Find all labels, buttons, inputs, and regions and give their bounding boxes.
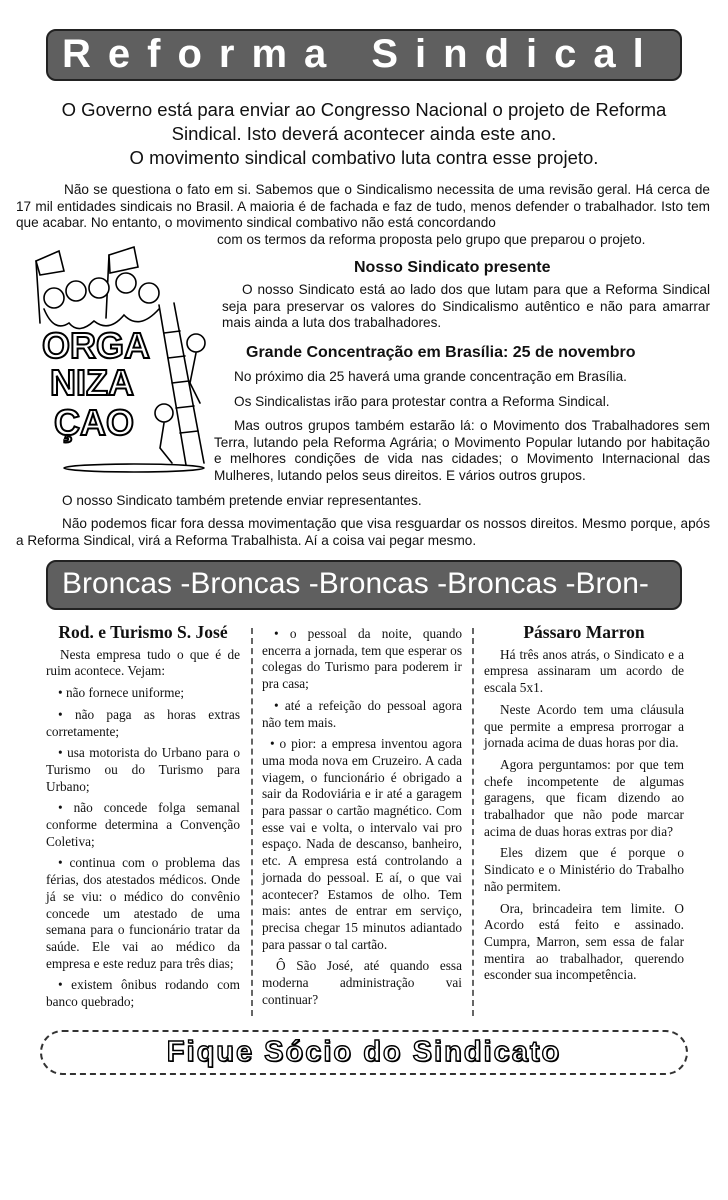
article-paragraph-6: O nosso Sindicato também pretende enviar representantes. xyxy=(62,493,422,508)
col2-paragraph: Ô São José, até quando essa moderna administração vai continuar? xyxy=(262,958,462,1007)
column-divider xyxy=(251,628,253,1016)
intro-line-3: O movimento sindical combativo luta contra esse projeto. xyxy=(129,147,599,168)
article-paragraph-2: O nosso Sindicato está ao lado dos que lutam para que a Reforma Sindical seja para preservar os valores do Sindicalismo autêntico e não para amarrar mais ainda a luta dos trabalhadores. xyxy=(222,282,710,331)
col3-paragraph: Eles dizem que é porque o Sindicato e o Ministério do Trabalho não permitem. xyxy=(484,845,684,894)
col1-bullet: • usa motorista do Urbano para o Turismo ou do Turismo para Urbano; xyxy=(46,745,240,794)
col3-paragraph: Há três anos atrás, o Sindicato e a empresa assinaram um acordo de escala 5x1. xyxy=(484,646,684,696)
column-rod-turismo xyxy=(46,622,240,1016)
col1-bullet: • não paga as horas extras corretamente; xyxy=(46,706,240,739)
organizacao-cartoon xyxy=(14,243,214,473)
article-paragraph-1-end: com os termos da reforma proposta pelo grupo que preparou o projeto. xyxy=(217,232,646,247)
svg-text:ÇAO: ÇAO xyxy=(54,402,134,443)
col1-bullet: • não concede folga semanal conforme determina a Convenção Coletiva; xyxy=(46,800,240,849)
svg-text:NIZA: NIZA xyxy=(50,362,134,403)
intro-line-2: Sindical. Isto deverá acontecer ainda este ano. xyxy=(171,123,557,144)
article-paragraph-7: Não podemos ficar fora dessa movimentação que visa resguardar os nossos direitos. Mesmo porque, após a Reforma Sindical, virá a Reforma Trabalhista. Aí a coisa vai pegar mesmo. xyxy=(16,516,710,548)
col1-bullet: • não fornece uniforme; xyxy=(58,685,185,701)
heading-concentracao-brasilia: Grande Concentração em Brasília: 25 de novembro xyxy=(246,344,636,361)
col3-paragraph: Ora, brincadeira tem limite. O Acordo está feito e assinado. Cumpra, Marron, sem essa de falar mentira ao trabalhador, querendo esconder sua incompetência. xyxy=(484,900,684,983)
column-title-rod-turismo: Rod. e Turismo S. José xyxy=(58,622,228,642)
col2-bullet: • o pessoal da noite, quando encerra a jornada, tem que esperar os colegas do Turismo para poderem ir pra casa; xyxy=(262,626,462,692)
column-divider xyxy=(472,628,474,1016)
svg-text:ORGA: ORGA xyxy=(42,325,150,366)
page-title-banner: Reforma Sindical xyxy=(46,29,682,81)
broncas-banner: Broncas -Broncas -Broncas -Broncas -Bron- xyxy=(46,560,682,610)
col1-bullet: • existem ônibus rodando com banco quebrado; xyxy=(46,977,240,1010)
article-paragraph-5: Mas outros grupos também estarão lá: o Movimento dos Trabalhadores sem Terra, lutando pela Reforma Agrária; o Movimento Popular lutando por habitação e melhores condições de vida nas cidades; o Movimento Internacional das Mulheres, lutando pelos seus direitos. E vários outros grupos. xyxy=(214,418,710,483)
col2-bullet: • o pior: a empresa inventou agora uma moda nova em Cruzeiro. A cada viagem, o funcionário é obrigado a sair da Rodoviária e ir até a garagem para passar o cartão magnético. Com esse vai e volta, o intervalo vai pro espaço. Nada de descanso, banheiro, etc. A empresa está controlando a jornada do pessoal. E aí, o que vai acontecer? Estamos de olho. Tem mais: antes de entrar em serviço, precisa chegar 15 minutos adiantado para passar o tal cartão. xyxy=(262,736,462,952)
article-paragraph-3: No próximo dia 25 haverá uma grande concentração em Brasília. xyxy=(234,369,627,384)
col2-bullet: • até a refeição do pessoal agora não tem mais. xyxy=(262,697,462,730)
column-title-passaro-marron: Pássaro Marron xyxy=(523,622,645,642)
intro-block xyxy=(30,98,698,170)
col3-paragraph: Agora perguntamos: por que tem chefe incompetente de algumas garagens, que ficam dizendo ao trabalhador que não pode marcar acima de duas horas extras por dia? xyxy=(484,756,684,839)
heading-nosso-sindicato: Nosso Sindicato presente xyxy=(354,259,551,276)
intro-line-1: O Governo está para enviar ao Congresso Nacional o projeto de Reforma xyxy=(61,99,667,120)
article-paragraph-4: Os Sindicalistas irão para protestar contra a Reforma Sindical. xyxy=(234,394,610,409)
column-rod-turismo-cont xyxy=(262,626,462,1013)
column-passaro-marron xyxy=(484,622,684,989)
col1-bullet: • continua com o problema das férias, dos atestados médicos. Onde já se viu: o médico do convênio concede um atestado de uma semana para o funcionário tratar da saúde. Ele vai ao médico da empresa e este reduz para três dias; xyxy=(46,855,240,971)
article-paragraph-1: Não se questiona o fato em si. Sabemos que o Sindicalismo necessita de uma revisão geral. Há cerca de 17 mil entidades sindicais no Brasil. A maioria é de fachada e faz de tudo, menos defender o trabalhador. Isto tem que acabar. No entanto, o movimento sindical combativo não está concordando xyxy=(16,182,710,231)
col3-paragraph: Neste Acordo tem uma cláusula que permite a empresa prorrogar a jornada acima de duas horas por dia. xyxy=(484,701,684,751)
col1-paragraph: Nesta empresa tudo o que é de ruim acontece. Vejam: xyxy=(46,646,240,679)
footer-slogan: Fique Sócio do Sindicato xyxy=(40,1030,688,1075)
